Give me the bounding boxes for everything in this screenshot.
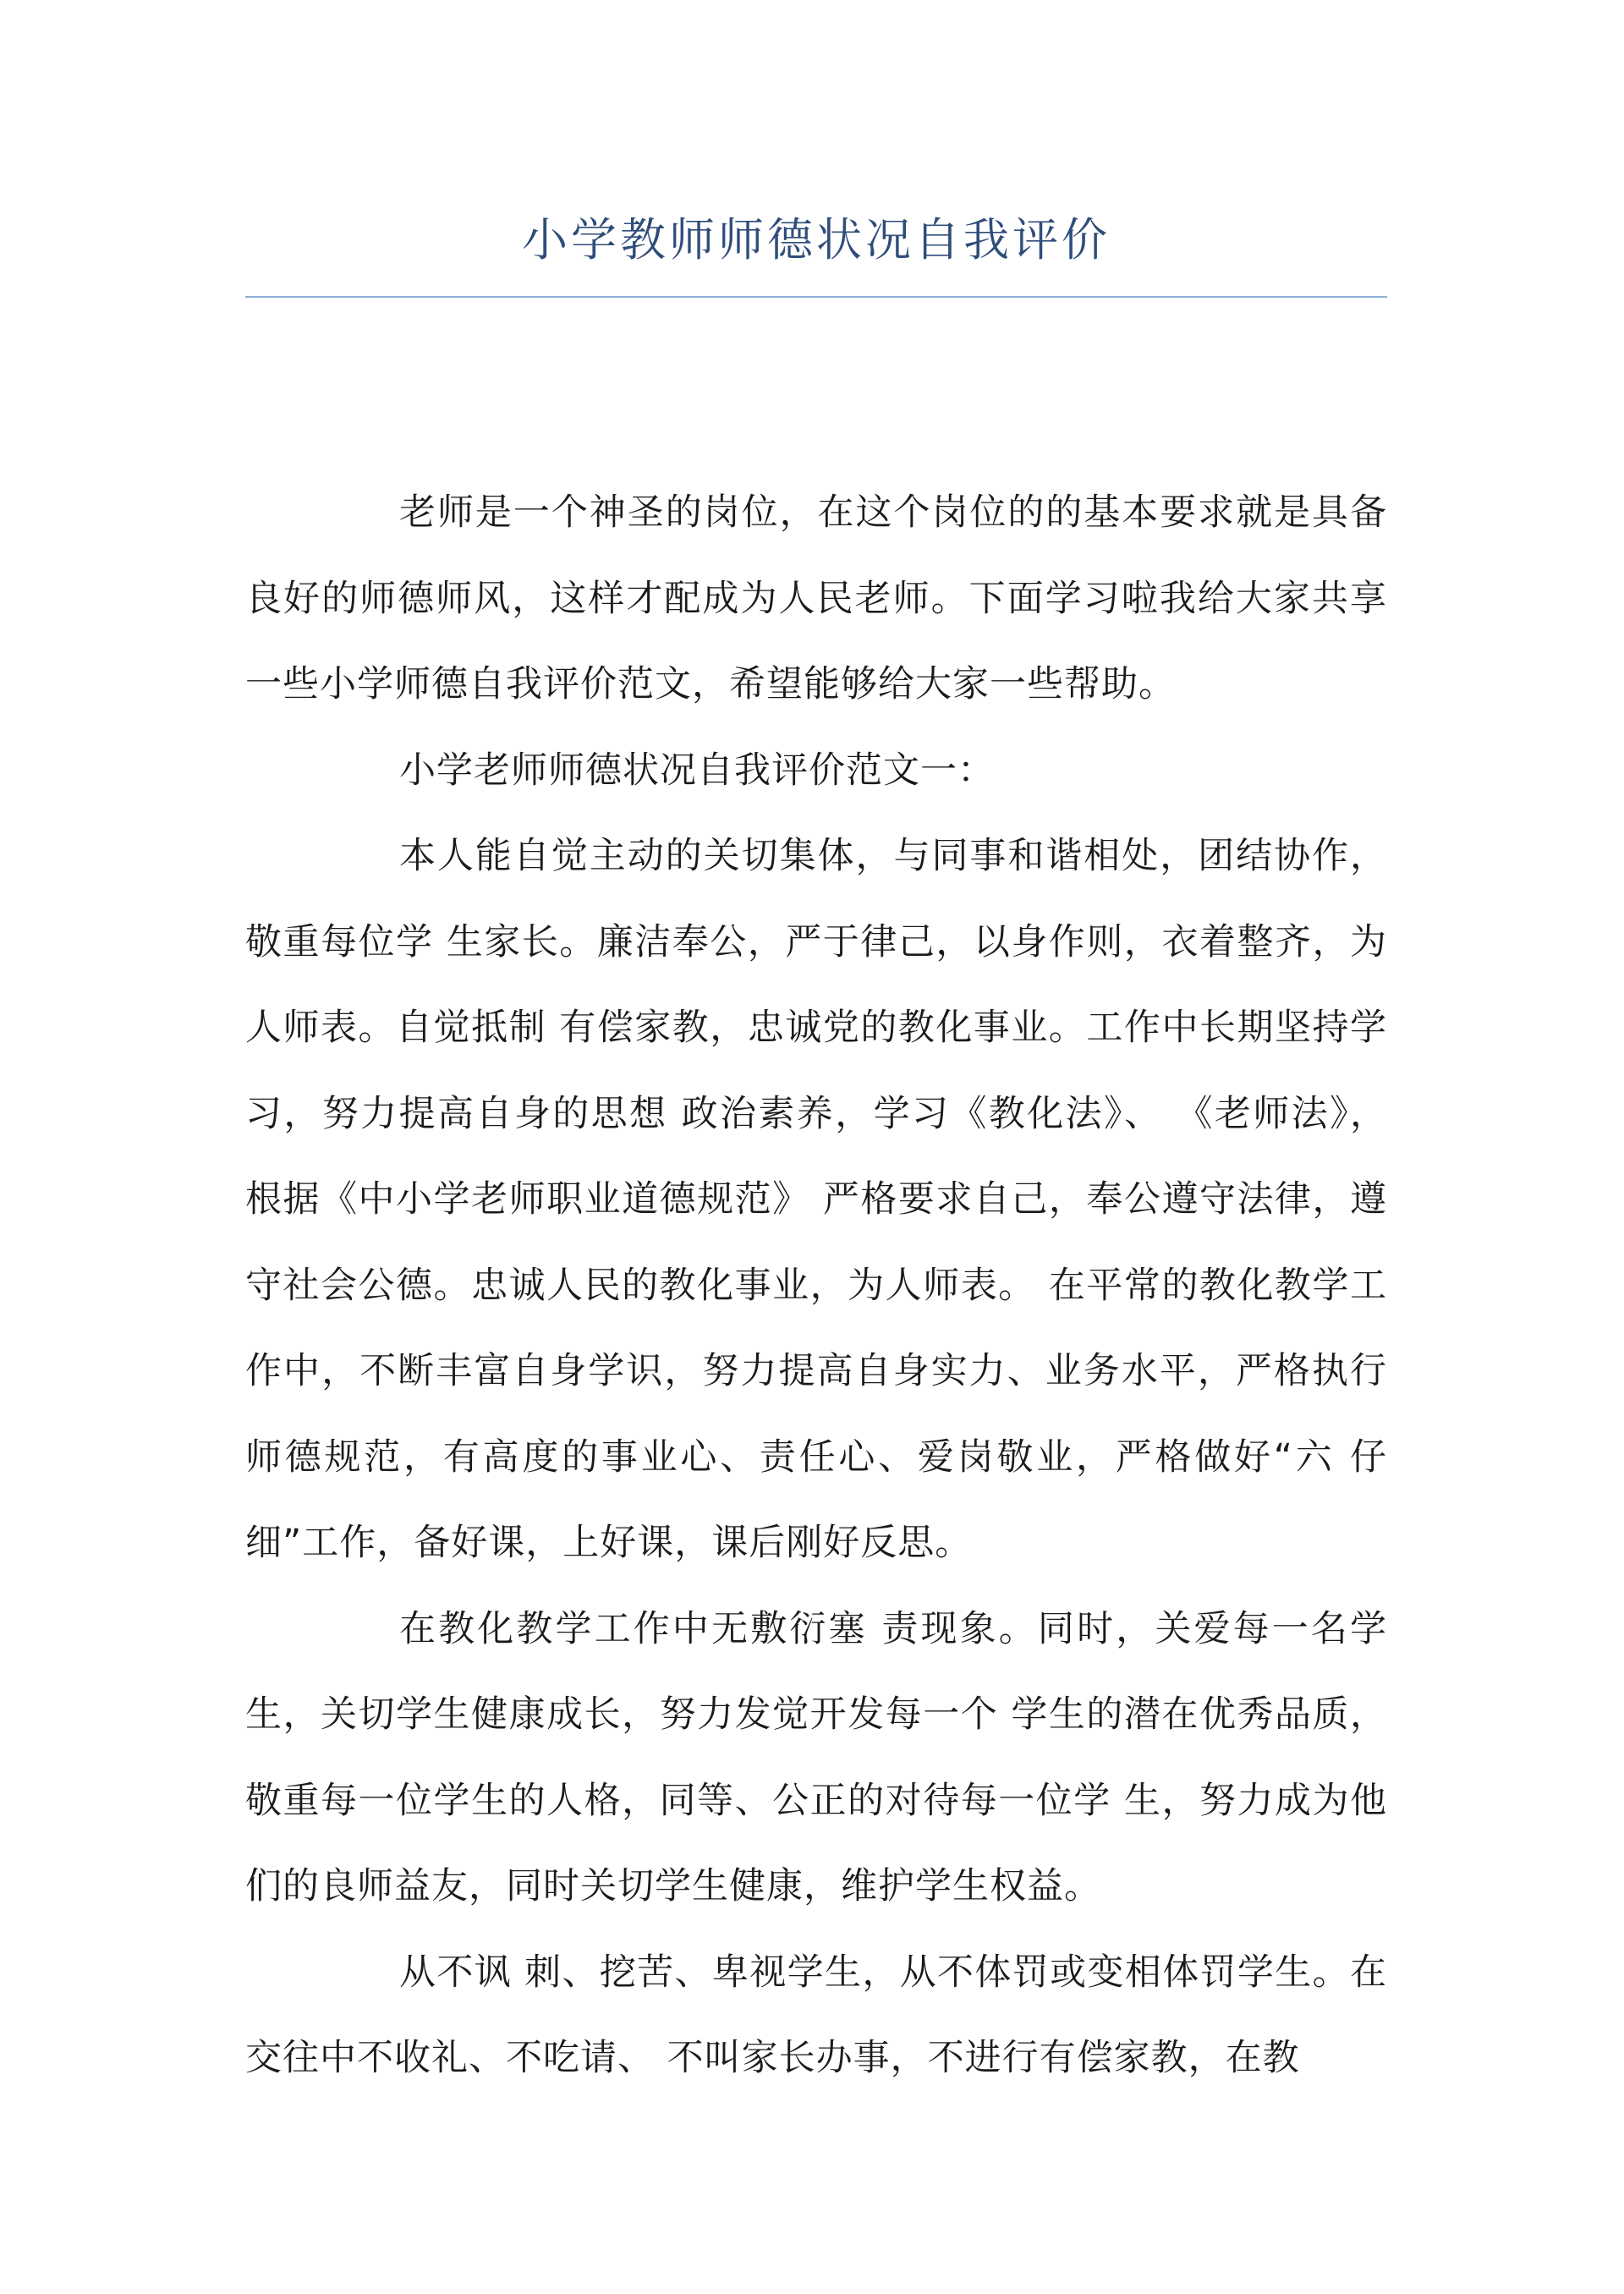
document-body [245, 470, 1387, 2102]
document-title: 小学教师师德状况自我评价 [522, 213, 1111, 266]
paragraph-care-for-students: 在教化教学工作中无敷衍塞 责现象。同时，关爱每一名学生，关切学生健康成长，努力发觉开发每一个 学生的潜在优秀品质，敬重每一位学生的人格，同等、公正的对待每一位学 生，努力成为他们的良师益友，同时关切学生健康，维护学生权益。 [245, 1607, 1387, 1907]
paragraph-section-heading: 小学老师师德状况自我评价范文一： [399, 749, 995, 792]
paragraph-intro: 老师是一个神圣的岗位，在这个岗位的的基本要求就是具备良好的师德师风，这样才配成为人民老师。下面学习啦我给大家共享一些小学师德自我评价范文，希望能够给大家一些帮助。 [245, 491, 1387, 705]
title-underline [245, 296, 1387, 298]
paragraph-self-conduct: 本人能自觉主动的关切集体，与同事和谐相处，团结协作，敬重每位学 生家长。廉洁奉公，严于律己，以身作则，衣着整齐，为人师表。自觉抵制 有偿家教，忠诚党的教化事业。工作中长期坚持学习，努力提高自身的思想 政治素养，学习《教化法》、 《老师法》，根据《中小学老师职业道德规范》 严格要求自己，奉公遵守法律，遵守社会公德。忠诚人民的教化事业，为人师表。 在平常的教化教学工作中，不断丰富自身学识，努力提高自身实力、业务水平，严格执行师德规范，有高度的事业心、责任心、爱岗敬业，严格做好“六 仔细”工作，备好课，上好课，课后刚好反思。 [245, 835, 1387, 1564]
paragraph-no-punishment: 从不讽 刺、挖苦、卑视学生，从不体罚或变相体罚学生。在交往中不收礼、不吃请、 不叫家长办事，不进行有偿家教，在教 [245, 1951, 1387, 2079]
